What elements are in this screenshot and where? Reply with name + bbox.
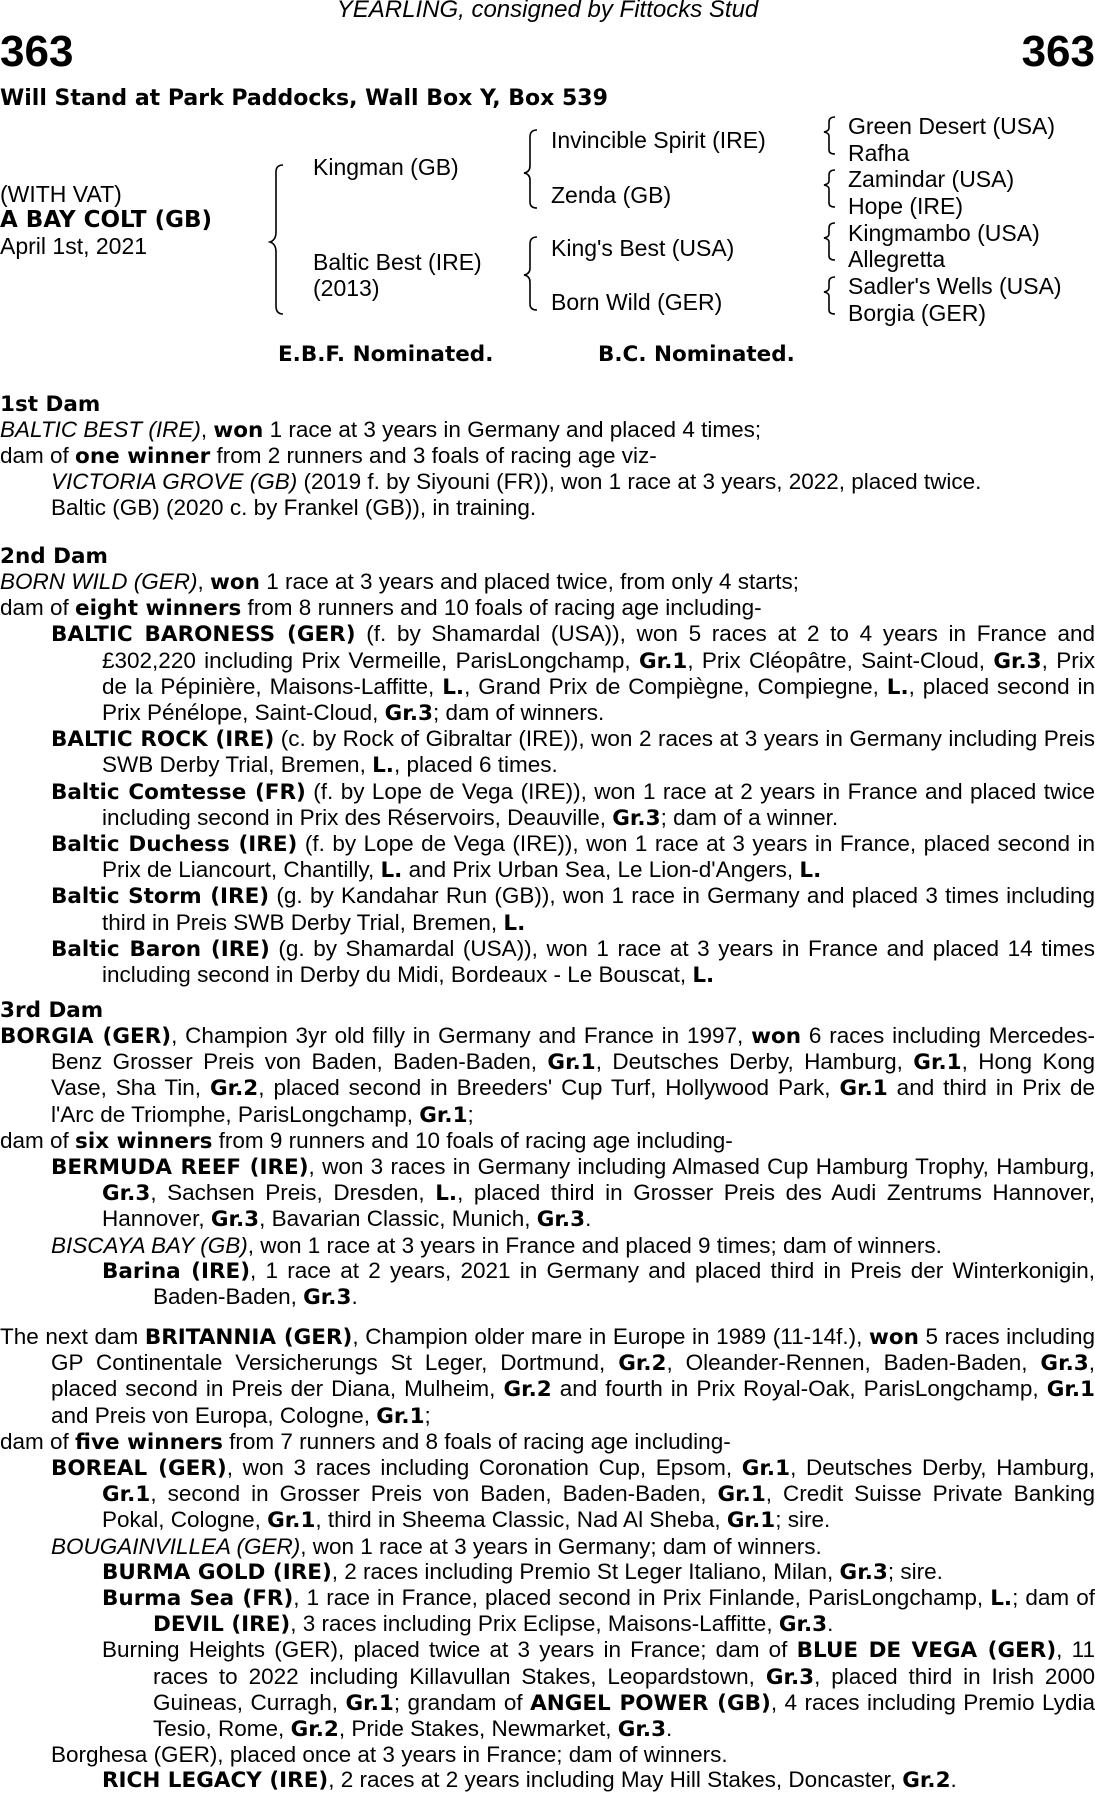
bc-nomination: B.C. Nominated. — [598, 342, 795, 367]
produce-item: BALTIC BARONESS (GER) (f. by Shamardal (USA)), won 5 races at 2 to 4 years in France and £302,220 including Prix Vermeille, ParisLongchamp, Gr.1, Prix Cléopâtre, Saint-Cloud, Gr.3, Prix de la Pépinière, Maisons-Laffitte, L., Grand Prix de Compiègne, Compiegne, L., placed second in Prix Pénélope, Saint-Cloud, Gr.3; dam of winners. — [51, 621, 1095, 727]
produce-item: Barina (IRE), 1 race at 2 years, 2021 in Germany and placed third in Preis der Winterkonigin, Baden-Baden, Gr.3. — [102, 1257, 1095, 1311]
first-dam-produce-summary: dam of one winner from 2 runners and 3 foals of racing age viz- — [0, 443, 657, 470]
produce-item: VICTORIA GROVE (GB) (2019 f. by Siyouni (FR)), won 1 race at 3 years, 2022, placed twice. — [51, 469, 982, 495]
third-dam-record: BORGIA (GER), Champion 3yr old filly in Germany and France in 1997, won 6 races including Mercedes-Benz Grosser Preis von Baden, Baden-Baden, Gr.1, Deutsches Derby, Hamburg, Gr.1, Hong Kong Vase, Sha Tin, Gr.2, placed second in Breeders' Cup Turf, Hollywood Park, Gr.1 and third in Prix de l'Arc de Triomphe, ParisLongchamp, Gr.1; — [0, 1023, 1095, 1128]
lot-number-left: 363 — [0, 27, 74, 76]
horse-name: A BAY COLT (GB) — [0, 207, 213, 233]
second-dam-heading: 2nd Dam — [0, 544, 108, 569]
next-dam-record: The next dam BRITANNIA (GER), Champion older mare in Europe in 1989 (11-14f.), won 5 races including GP Continentale Versicherungs St Leger, Dortmund, Gr.2, Oleander-Rennen, Baden-Baden, Gr.3, placed second in Preis der Diana, Mulheim, Gr.2 and fourth in Prix Royal-Oak, ParisLongchamp, Gr.1 and Preis von Europa, Cologne, Gr.1; — [0, 1324, 1095, 1429]
gg-1: Green Desert (USA) — [848, 113, 1056, 139]
brace-dam — [524, 237, 537, 310]
brace-g1 — [824, 117, 835, 154]
produce-item: Baltic Duchess (IRE) (f. by Lope de Vega (IRE)), won 1 race at 3 years in France, placed second in Prix de Liancourt, Chantilly, L. and Prix Urban Sea, Le Lion-d'Angers, L. — [51, 831, 1095, 884]
lot-number-right: 363 — [1021, 27, 1095, 76]
produce-item: Baltic Storm (IRE) (g. by Kandahar Run (GB)), won 1 race in Germany and placed 3 times including third in Preis SWB Derby Trial, Bremen, L. — [51, 883, 1095, 936]
produce-item: Baltic Baron (IRE) (g. by Shamardal (USA)), won 1 race at 3 years in France and placed 14 times including second in Derby du Midi, Bordeaux - Le Bouscat, L. — [51, 935, 1095, 989]
gg-3: Zamindar (USA) — [848, 166, 1015, 192]
produce-item: Baltic Comtesse (FR) (f. by Lope de Vega (IRE)), won 1 race at 2 years in France and placed twice including second in Prix des Réservoirs, Deauville, Gr.3; dam of a winner. — [51, 778, 1095, 831]
horse-dob: April 1st, 2021 — [0, 233, 148, 259]
brace-sire — [524, 130, 537, 208]
produce-item: BALTIC ROCK (IRE) (c. by Rock of Gibraltar (IRE)), won 2 races at 3 years in Germany including Preis SWB Derby Trial, Bremen, L., placed 6 times. — [51, 726, 1095, 779]
ebf-nomination: E.B.F. Nominated. — [278, 342, 494, 367]
consignor-line: YEARLING, consigned by Fittocks Stud — [336, 0, 759, 23]
gg-7: Sadler's Wells (USA) — [848, 273, 1062, 299]
next-dam-section — [0, 1324, 1095, 1794]
gg-5: Kingmambo (USA) — [848, 220, 1040, 246]
brace-g3 — [824, 223, 835, 260]
produce-item: BOUGAINVILLEA (GER), won 1 race at 3 years in Germany; dam of winners. — [51, 1533, 822, 1559]
stand-location: Will Stand at Park Paddocks, Wall Box Y, Box 539 — [0, 86, 608, 111]
first-dam-section — [0, 392, 1095, 520]
next-dam-produce-summary: dam of five winners from 7 runners and 8 foals of racing age including- — [0, 1428, 731, 1455]
dam-year: (2013) — [313, 275, 380, 301]
first-dam-record: BALTIC BEST (IRE), won 1 race at 3 years in Germany and placed 4 times; — [0, 417, 762, 443]
brace-g2 — [824, 170, 835, 207]
produce-item: BISCAYA BAY (GB), won 1 race at 3 years in France and placed 9 times; dam of winners. — [51, 1232, 942, 1258]
dam: Baltic Best (IRE) — [313, 249, 482, 275]
gg-4: Hope (IRE) — [848, 193, 964, 219]
dam-sire: King's Best (USA) — [551, 235, 735, 261]
gg-6: Allegretta — [848, 246, 946, 272]
dam-dam: Born Wild (GER) — [551, 289, 723, 315]
sire-dam: Zenda (GB) — [551, 182, 672, 208]
produce-item: BURMA GOLD (IRE), 2 races including Premio St Leger Italiano, Milan, Gr.3; sire. — [102, 1558, 943, 1585]
second-dam-record: BORN WILD (GER), won 1 race at 3 years and placed twice, from only 4 starts; — [0, 569, 799, 595]
produce-item: BERMUDA REEF (IRE), won 3 races in Germany including Almased Cup Hamburg Trophy, Hamburg, Gr.3, Sachsen Preis, Dresden, L., placed third in Grosser Preis des Audi Zentrums Hannover, Hannover, Gr.3, Bavarian Classic, Munich, Gr.3. — [51, 1154, 1095, 1233]
second-dam-produce-summary: dam of eight winners from 8 runners and 10 foals of racing age including- — [0, 595, 762, 622]
produce-item: Borghesa (GER), placed once at 3 years in France; dam of winners. — [51, 1742, 728, 1768]
first-dam-heading: 1st Dam — [0, 392, 101, 417]
produce-item: BOREAL (GER), won 3 races including Coronation Cup, Epsom, Gr.1, Deutsches Derby, Hamburg, Gr.1, second in Grosser Preis von Baden, Baden-Baden, Gr.1, Credit Suisse Private Banking Pokal, Cologne, Gr.1, third in Sheema Classic, Nad Al Sheba, Gr.1; sire. — [51, 1455, 1095, 1534]
produce-item: RICH LEGACY (IRE), 2 races at 2 years including May Hill Stakes, Doncaster, Gr.2. — [102, 1767, 957, 1794]
brace-main — [270, 165, 283, 314]
produce-item: Baltic (GB) (2020 c. by Frankel (GB)), in training. — [51, 494, 537, 520]
brace-g4 — [824, 277, 835, 314]
produce-item: Burma Sea (FR), 1 race in France, placed second in Prix Finlande, ParisLongchamp, L.; dam of DEVIL (IRE), 3 races including Prix Eclipse, Maisons-Laffitte, Gr.3. — [102, 1585, 1095, 1638]
third-dam-heading: 3rd Dam — [0, 998, 104, 1023]
dam-name: BALTIC BEST (IRE) — [0, 417, 201, 442]
sire: Kingman (GB) — [313, 154, 459, 180]
second-dam-section — [0, 544, 1095, 988]
produce-item: Burning Heights (GER), placed twice at 3 years in France; dam of BLUE DE VEGA (GER), 11 races to 2022 including Killavullan Stakes, Leopardstown, Gr.3, placed third in Irish 2000 Guineas, Curragh, Gr.1; grandam of ANGEL POWER (GB), 4 races including Premio Lydia Tesio, Rome, Gr.2, Pride Stakes, Newmarket, Gr.3. — [102, 1637, 1095, 1743]
vat-note: (WITH VAT) — [0, 181, 122, 207]
third-dam-produce-summary: dam of six winners from 9 runners and 10 foals of racing age including- — [0, 1127, 733, 1154]
gg-2: Rafha — [848, 140, 910, 166]
third-dam-section — [0, 998, 1095, 1310]
sire-sire: Invincible Spirit (IRE) — [551, 127, 766, 153]
gg-8: Borgia (GER) — [848, 300, 987, 326]
